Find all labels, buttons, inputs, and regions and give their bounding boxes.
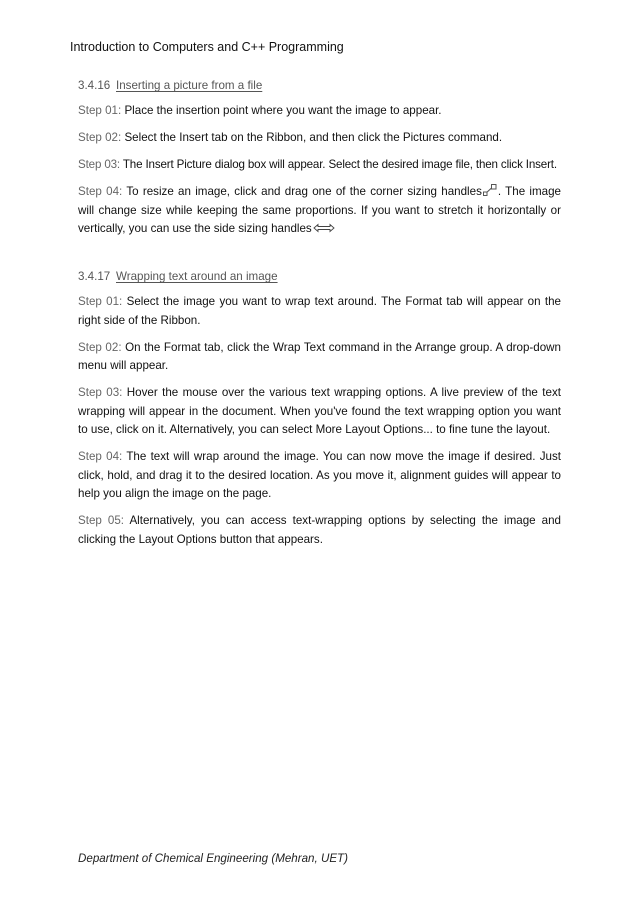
- step-label: Step 01:: [78, 295, 123, 308]
- section-heading-3-4-16: [78, 78, 561, 94]
- step-label: Step 03:: [78, 386, 123, 399]
- step-text: Hover the mouse over the various text wrapping options. A live preview of the text wrapping will appear in the document. When you've found the text wrapping option you want to use, click on it. Alternatively, you can select More Layout Options... to fine tune the layout.: [78, 386, 561, 436]
- step-label: Step 02:: [78, 131, 122, 144]
- step-label: Step 01:: [78, 104, 122, 117]
- step-paragraph: [78, 448, 561, 504]
- step-paragraph: [78, 183, 561, 239]
- step-paragraph: [78, 156, 561, 175]
- step-paragraph: [78, 384, 561, 440]
- step-text: Alternatively, you can access text-wrapping options by selecting the image and clicking the Layout Options button that appears.: [78, 514, 561, 546]
- step-text: Place the insertion point where you want the image to appear.: [124, 104, 442, 117]
- side-sizing-handle-icon: [313, 221, 335, 231]
- step-text: Select the Insert tab on the Ribbon, and then click the Pictures command.: [124, 131, 503, 144]
- step-paragraph: [78, 102, 561, 121]
- section-title: Wrapping text around an image: [116, 270, 278, 283]
- section-heading-3-4-17: [78, 269, 561, 285]
- section-number: 3.4.16: [78, 79, 111, 92]
- corner-sizing-handle-icon: [483, 184, 497, 196]
- step-text: Select the image you want to wrap text around. The Format tab will appear on the right side of the Ribbon.: [78, 295, 561, 327]
- step-paragraph: [78, 129, 561, 148]
- step-label: Step 05:: [78, 514, 125, 527]
- step-text: . The image will change size while keeping the same proportions. If you want to stretch it horizontally or vertically, you can use the side sizing handles: [78, 185, 561, 235]
- step-label: Step 03:: [78, 158, 120, 171]
- step-paragraph: [78, 293, 561, 330]
- page-content: [78, 78, 561, 558]
- step-text: To resize an image, click and drag one of the corner sizing handles: [126, 185, 482, 198]
- step-label: Step 02:: [78, 340, 122, 354]
- step-label: Step 04:: [78, 450, 123, 463]
- step-paragraph: [78, 512, 561, 549]
- step-paragraph: [78, 339, 561, 376]
- step-text: The Insert Picture dialog box will appear. Select the desired image file, then click Insert.: [122, 158, 557, 171]
- section-title: Inserting a picture from a file: [116, 79, 263, 92]
- page-footer: Department of Chemical Engineering (Mehran, UET): [78, 852, 348, 865]
- step-text: On the Format tab, click the Wrap Text command in the Arrange group. A drop-down menu will appear.: [78, 340, 561, 372]
- page-header: Introduction to Computers and C++ Programming: [70, 40, 344, 54]
- step-text: The text will wrap around the image. You can now move the image if desired. Just click, hold, and drag it to the desired location. As you move it, alignment guides will appear to help you align the image on the page.: [78, 450, 561, 500]
- section-number: 3.4.17: [78, 270, 111, 283]
- step-label: Step 04:: [78, 185, 123, 198]
